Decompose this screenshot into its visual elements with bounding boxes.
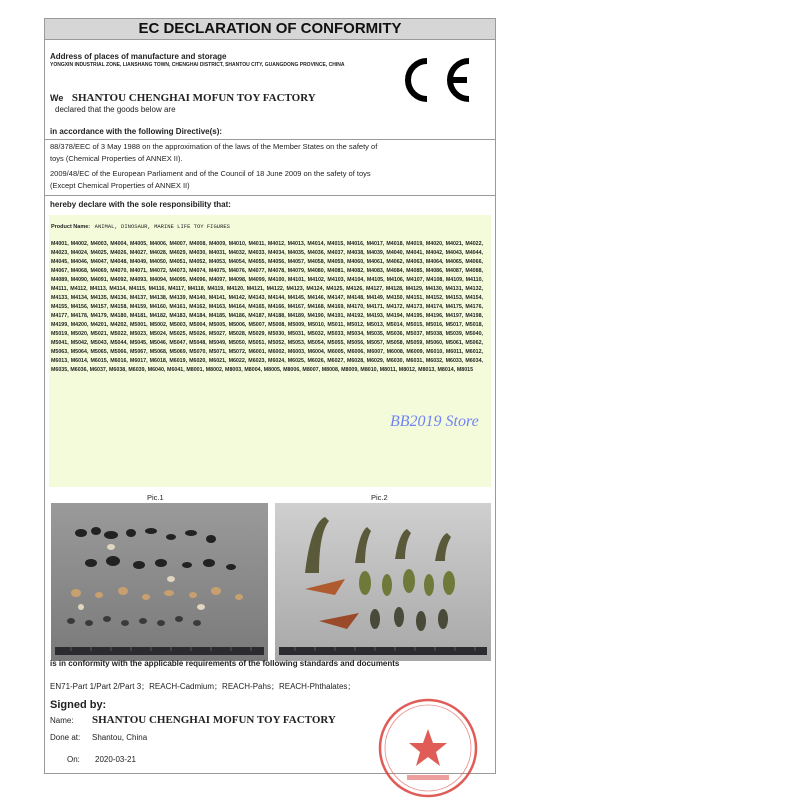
standards-list: EN71-Part 1/Part 2/Part 3；REACH-Cadmium；REACH-Pahs；REACH-Phthalates；: [50, 682, 356, 691]
store-watermark: BB2019 Store: [390, 413, 479, 430]
document-title: EC DECLARATION OF CONFORMITY: [45, 19, 495, 40]
directive-heading: in accordance with the following Directive(s):: [50, 127, 223, 136]
company-name: SHANTOU CHENGHAI MOFUN TOY FACTORY: [71, 92, 316, 104]
divider: [45, 195, 495, 196]
divider: [45, 139, 495, 140]
product-name-label: Product Name:: [51, 224, 91, 230]
company-seal-stamp: [375, 695, 481, 801]
declarant-line: [50, 92, 316, 104]
done-at-value: Shantou, China: [92, 733, 148, 742]
pic1-photo: [51, 503, 268, 661]
declaration-document: [44, 18, 496, 774]
done-at-label: Done at:: [50, 733, 81, 742]
ce-mark-icon: [397, 55, 477, 105]
address-heading: Address of places of manufacture and storage: [50, 52, 227, 61]
dinosaur-figures-image: [275, 503, 491, 661]
declared-text: declared that the goods below are: [55, 105, 176, 114]
name-label: Name:: [50, 716, 74, 725]
directive-line: 88/378/EEC of 3 May 1988 on the approximation of the laws of the Member States on the safety of: [50, 142, 378, 151]
date-label: On:: [67, 755, 80, 764]
directive-line: (Except Chemical Properties of ANNEX II): [50, 181, 190, 190]
product-name-value: ANIMAL, DINOSAUR, MARINE LIFE TOY FIGURES: [94, 223, 230, 230]
responsibility-heading: hereby declare with the sole responsibility that:: [50, 200, 231, 209]
date-row: [67, 755, 136, 764]
name-value: SHANTOU CHENGHAI MOFUN TOY FACTORY: [92, 714, 336, 726]
pic1-label: Pic.1: [147, 493, 164, 502]
product-name-row: [51, 223, 230, 230]
pic2-photo: [275, 503, 491, 661]
date-value: 2020-03-21: [95, 755, 136, 764]
pic2-label: Pic.2: [371, 493, 388, 502]
we-label: We: [50, 93, 64, 103]
directive-line: toys (Chemical Properties of ANNEX II).: [50, 154, 183, 163]
directive-line: 2009/48/EC of the European Parliament and of the Council of 18 June 2009 on the safety of toys: [50, 169, 371, 178]
address-text: YONGXIN INDUSTRIAL ZONE, LIANSHANG TOWN, CHENGHAI DISTRICT, SHANTOU CITY, GUANGDONG PROVINCE, CHINA: [50, 62, 345, 68]
conformity-heading: is in conformity with the applicable requirements of the following standards and documents: [50, 659, 400, 668]
done-at-row: [50, 733, 147, 742]
signed-by-heading: Signed by:: [50, 699, 107, 711]
name-row: [50, 714, 336, 726]
model-number-list: M4001, M4002, M4003, M4004, M4005, M4006, M4007, M4008, M4009, M4010, M4011, M4012, M4013, M4014, M4015, M4016, M4017, M4018, M4019, M4020, M4021, M4022, M4023, M4024, M4025, M4026, M4027, M4028, M4029, M4030, M4031, M4032, M4033, M4034, M4035, M4036, M4037, M4038, M4039, M4040, M4041, M4042, M4043, M4044, M4045, M4046, M4047, M4048, M4049, M4050, M4051, M4052, M4053, M4054, M4055, M4056, M4057, M4058, M4059, M4060, M4061, M4062, M4063, M4064, M4065, M4066, M4067, M4068, M4069, M4070, M4071, M4072, M4073, M4074, M4075, M4076, M4077, M4078, M4079, M4080, M4081, M4082, M4083, M4084, M4085, M4086, M4087, M4088, M4089, M4090, M4091, M4092, M4093, M4094, M4095, M4096, M4097, M4098, M4099, M4100, M4101, M4102, M4103, M4104, M4105, M4106, M4107, M4108, M4109, M4110, M4111, M4112, M4113, M4114, M4115, M4116, M4117, M4118, M4119, M4120, M4121, M4122, M4123, M4124, M4125, M4126, M4127, M4128, M4129, M4130, M4131, M4132, M4133, M4134, M4135, M4136, M4137, M4138, M4139, M4140, M4141, M4142, M4143, M4144, M4145, M4146, M4147, M4148, M4149, M4150, M4151, M4152, M4153, M4154, M4155, M4156, M4157, M4158, M4159, M4160, M4161, M4162, M4163, M4164, M4165, M4166, M4167, M4168, M4169, M4170, M4171, M4172, M4173, M4174, M4175, M4176, M4177, M4178, M4179, M4180, M4181, M4182, M4183, M4184, M4185, M4186, M4187, M4188, M4189, M4190, M4191, M4192, M4193, M4194, M4195, M4196, M4197, M4198, M4199, M4200, M4201, M4202, M5001, M5002, M5003, M5004, M5005, M5006, M5007, M5008, M5009, M5010, M5011, M5012, M5013, M5014, M5015, M5016, M5017, M5018, M5019, M5020, M5021, M5022, M5023, M5024, M5025, M5026, M5027, M5028, M5029, M5030, M5031, M5032, M5033, M5034, M5035, M5036, M5037, M5038, M5039, M5040, M5041, M5042, M5043, M5044, M5045, M5046, M5047, M5048, M5049, M5050, M5051, M5052, M5053, M5054, M5055, M5056, M5057, M5058, M5059, M5060, M5061, M5062, M5063, M5064, M5065, M5066, M5067, M5068, M5069, M5070, M5071, M5072, M6001, M6002, M6003, M6004, M6005, M6006, M6007, M6008, M6009, M6010, M6011, M6012, M6013, M6014, M6015, M6016, M6017, M6018, M6019, M6020, M6021, M6022, M6023, M6024, M6025, M6026, M6027, M6028, M6029, M6030, M6031, M6032, M6033, M6034, M6035, M6036, M6037, M6038, M6039, M6040, M6041, M8001, M8002, M8003, M8004, M8005, M8006, M8007, M8008, M8009, M8010, M8011, M8012, M8013, M8014, M8015: [51, 241, 483, 373]
animal-figures-image: [51, 503, 268, 661]
